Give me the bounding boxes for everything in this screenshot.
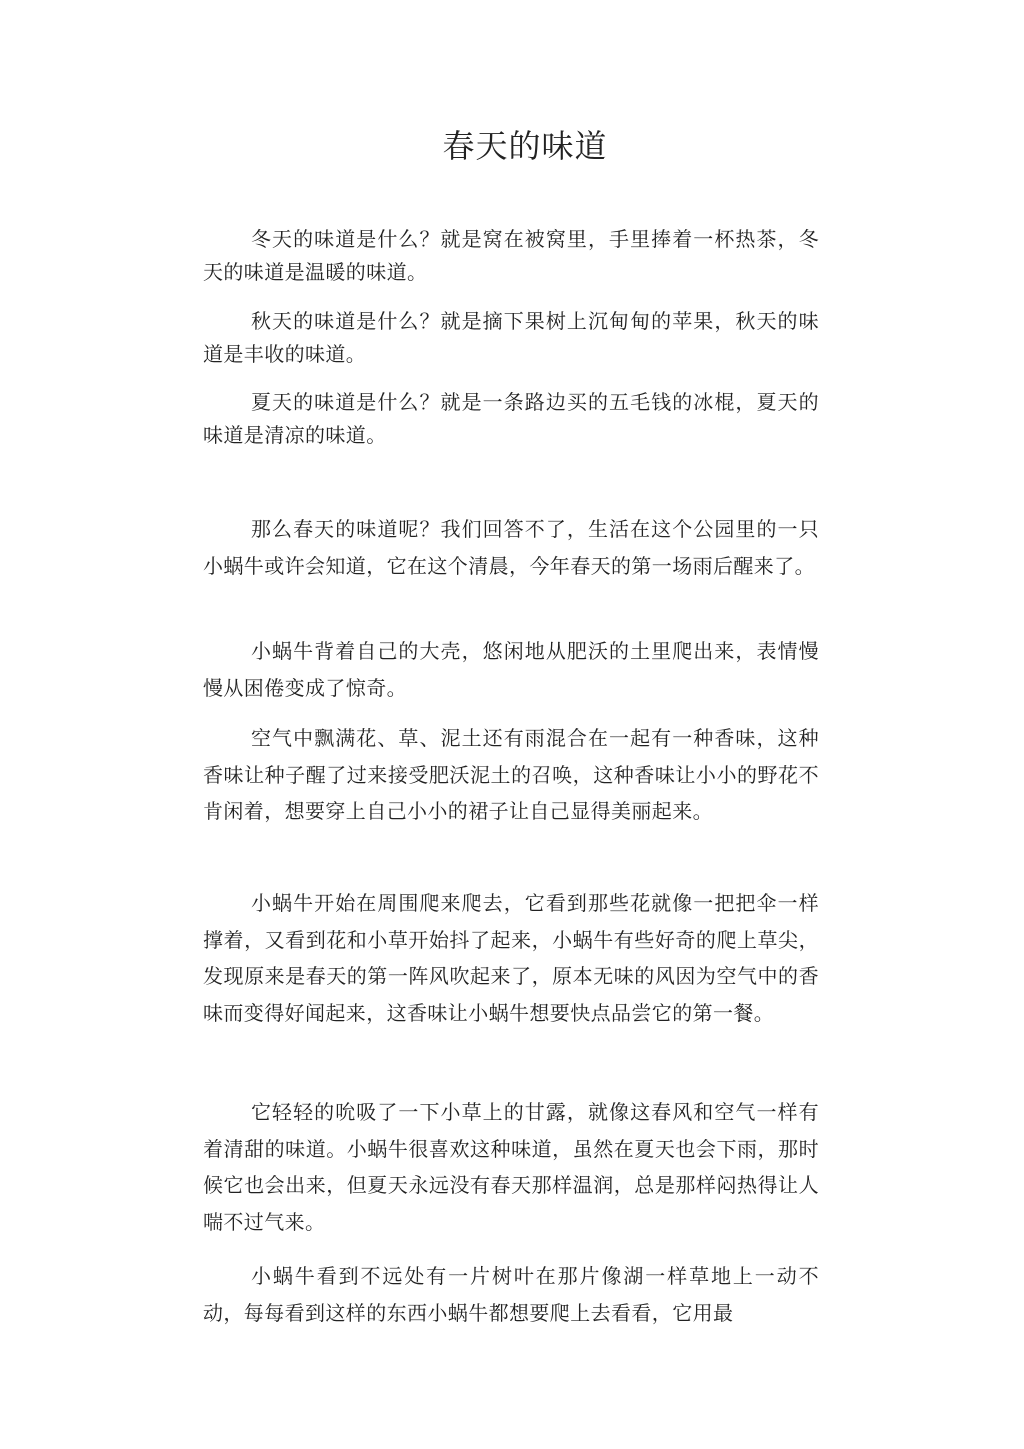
document-title: 春天的味道: [442, 127, 608, 165]
paragraph-leaf: 小蜗牛看到不远处有一片树叶在那片像湖一样草地上一动不动，每每看到这样的东西小蜗牛都想要爬上去看看，它用最: [203, 1264, 819, 1325]
paragraph-spring-question: 那么春天的味道呢？我们回答不了，生活在这个公园里的一只小蜗牛或许会知道，它在这个清晨，今年春天的第一场雨后醒来了。: [203, 517, 819, 578]
paragraph-dew: 它轻轻的吮吸了一下小草上的甘露，就像这春风和空气一样有着清甜的味道。小蜗牛很喜欢这种味道，虽然在夏天也会下雨，那时候它也会出来，但夏天永远没有春天那样温润，总是那样闷热得让人喘不过气来。: [203, 1100, 819, 1234]
paragraph-summer: 夏天的味道是什么？就是一条路边买的五毛钱的冰棍，夏天的味道是清凉的味道。: [203, 390, 819, 447]
paragraph-autumn: 秋天的味道是什么？就是摘下果树上沉甸甸的苹果，秋天的味道是丰收的味道。: [203, 309, 819, 366]
paragraph-winter: 冬天的味道是什么？就是窝在被窝里，手里捧着一杯热茶，冬天的味道是温暖的味道。: [203, 227, 819, 284]
paragraph-fragrance: 空气中飘满花、草、泥土还有雨混合在一起有一种香味，这种香味让种子醒了过来接受肥沃泥土的召唤，这种香味让小小的野花不肯闲着，想要穿上自己小小的裙子让自己显得美丽起来。: [203, 726, 819, 823]
paragraph-spring-wind: 小蜗牛开始在周围爬来爬去，它看到那些花就像一把把伞一样撑着，又看到花和小草开始抖了起来，小蜗牛有些好奇的爬上草尖，发现原来是春天的第一阵风吹起来了，原本无味的风因为空气中的香味而变得好闻起来，这香味让小蜗牛想要快点品尝它的第一餐。: [203, 891, 819, 1025]
paragraph-snail-wakes: 小蜗牛背着自己的大壳，悠闲地从肥沃的土里爬出来，表情慢慢从困倦变成了惊奇。: [203, 639, 819, 700]
